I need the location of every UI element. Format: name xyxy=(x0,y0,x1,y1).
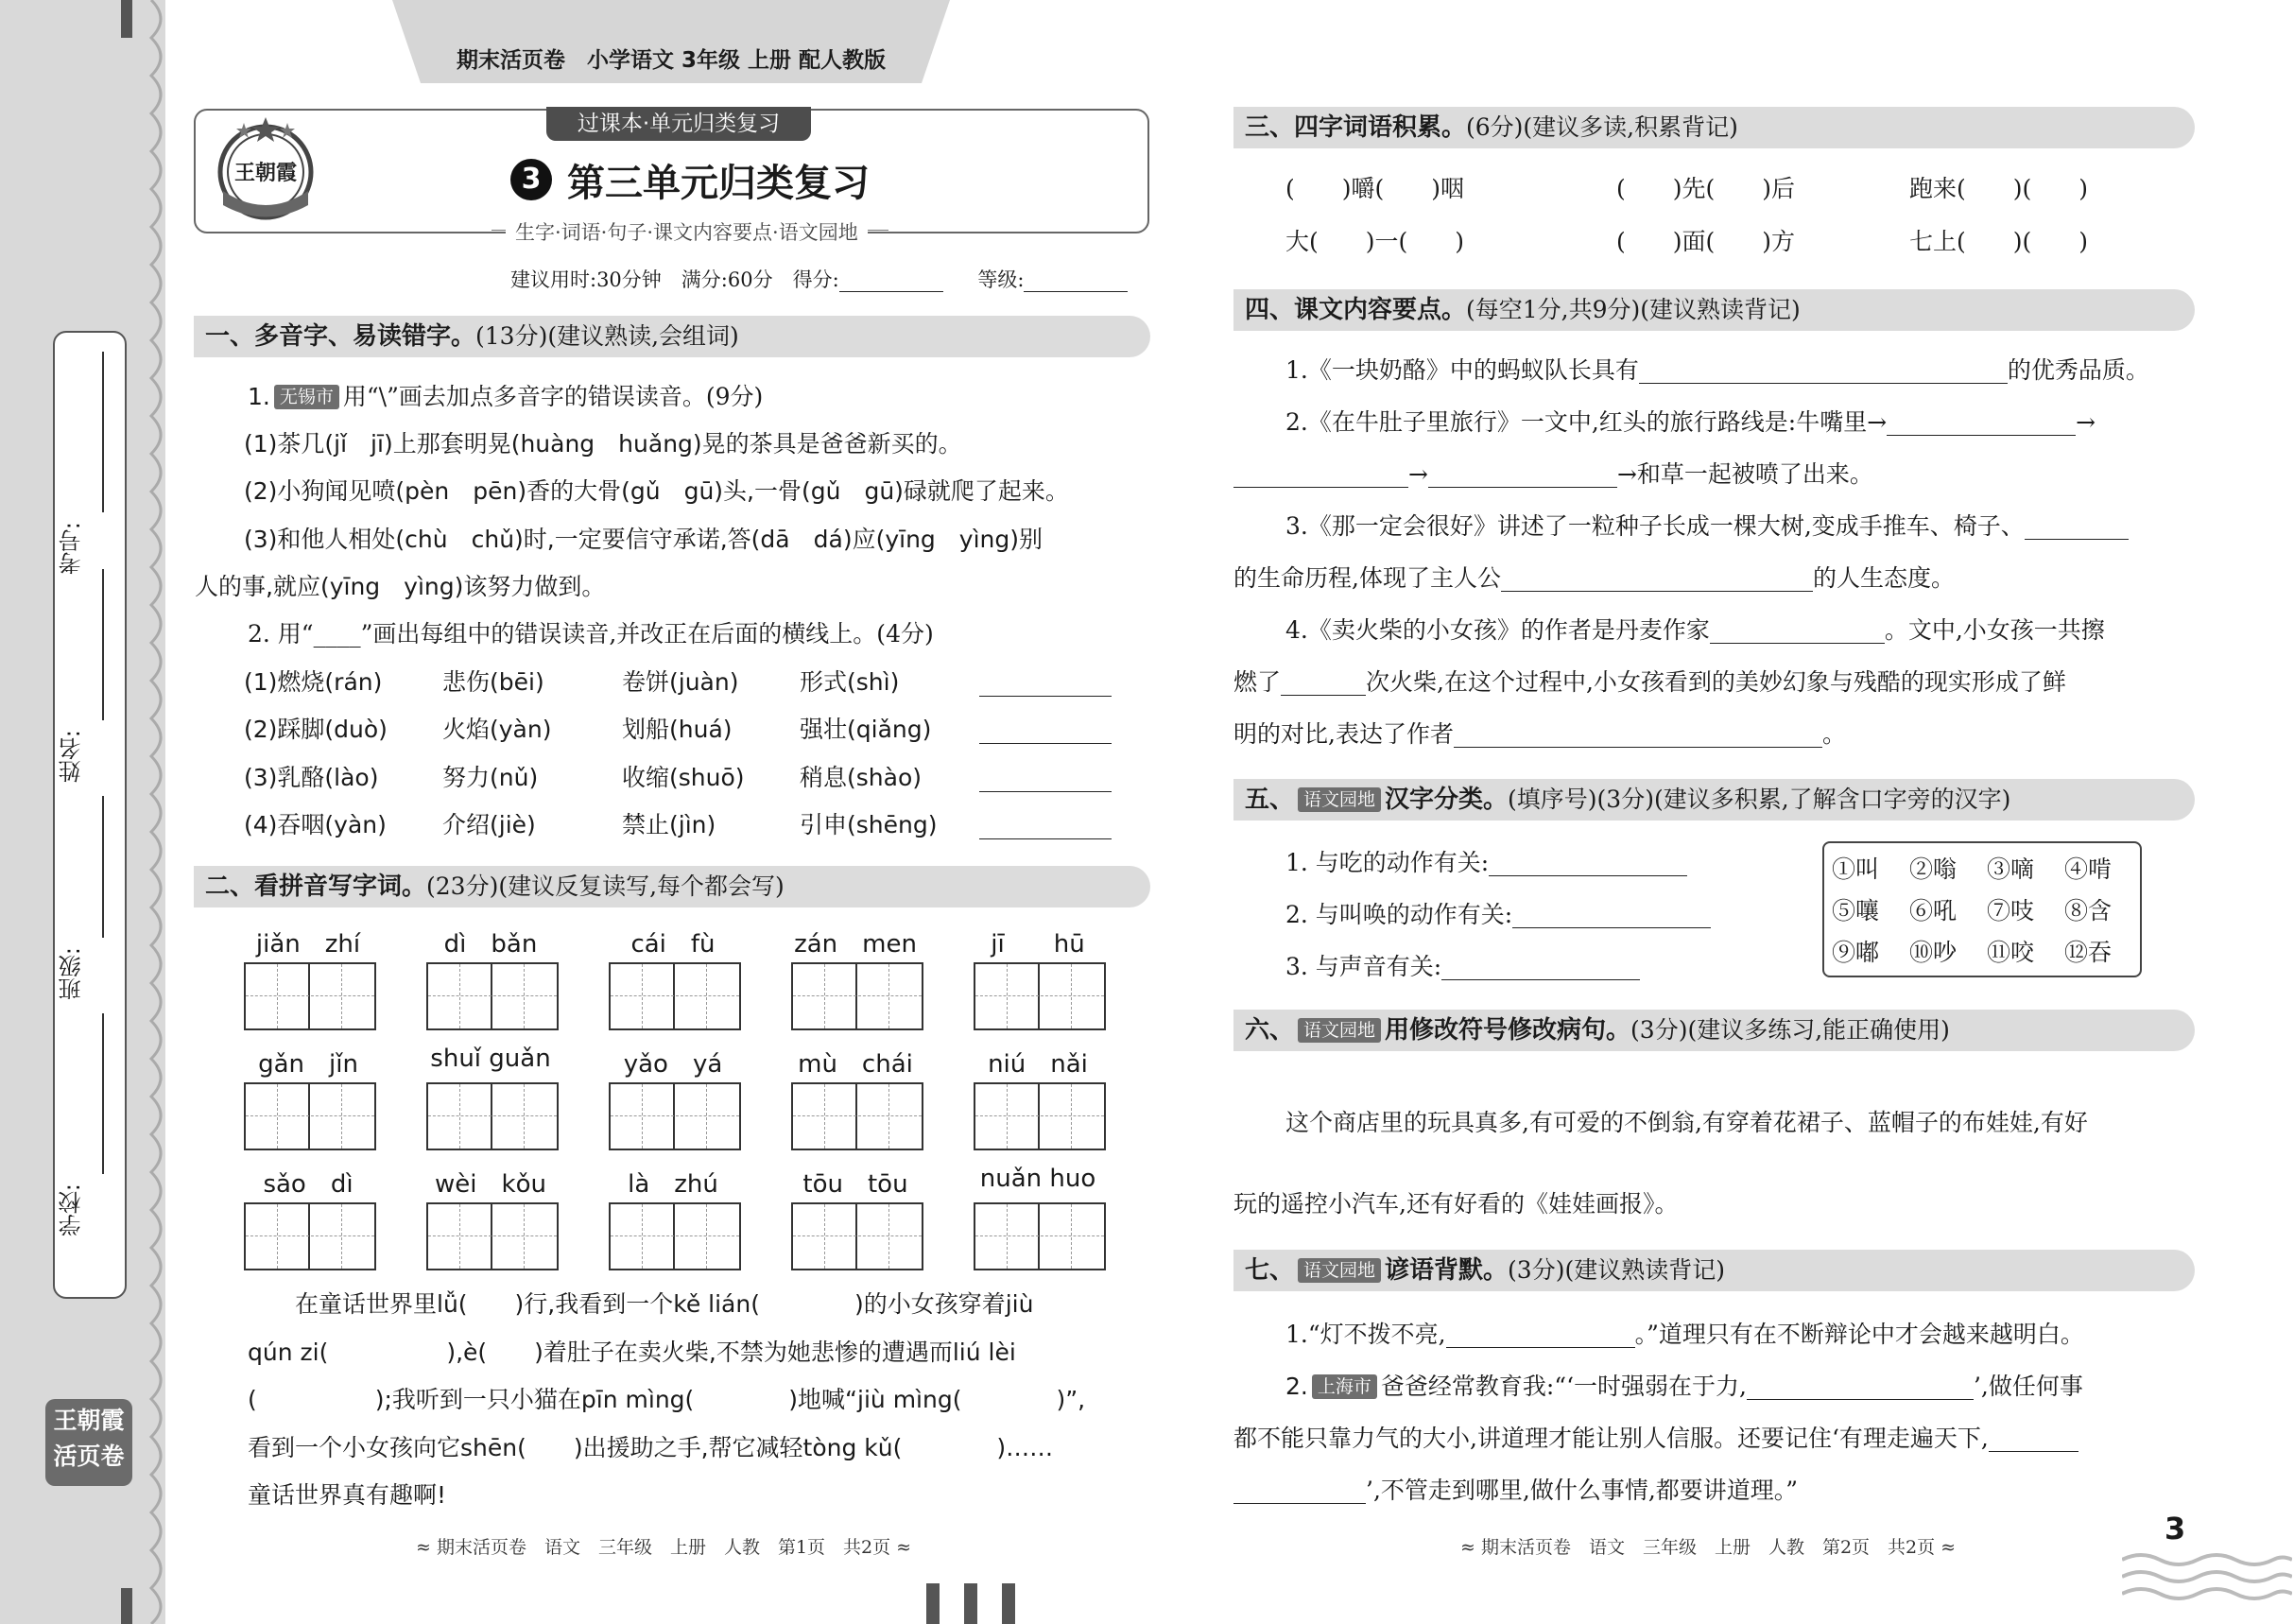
sec4-q3 xyxy=(1285,508,2129,542)
story-line: 看到一个小女孩向它shēn( )出援助之手,帮它减轻tòng kǔ( )…… xyxy=(248,1434,1054,1461)
sec1-q2-title: 2. 用“____”画出每组中的错误读音,并改正在后面的横线上。(4分) xyxy=(248,620,934,648)
section-7-header xyxy=(1233,1250,2195,1291)
logo-text: 王朝霞 xyxy=(53,1407,125,1434)
pinyin-prompt: mù chái xyxy=(798,1050,913,1079)
grid-guide xyxy=(824,1204,825,1269)
grid-guide xyxy=(793,1235,922,1236)
story-line: 在童话世界里lǚ( )行,我看到一个kě lián( )的小女孩穿着jiù xyxy=(248,1290,1034,1318)
grid-guide xyxy=(1071,964,1072,1028)
grid-guide xyxy=(524,964,525,1028)
q-number: 2. xyxy=(1285,1373,1308,1400)
grid-guide xyxy=(524,1084,525,1149)
q-text: 2. 与叫唤的动作有关: xyxy=(1285,901,1513,928)
sec7-q2-cont xyxy=(1233,1420,2078,1454)
char-option: ④啃 xyxy=(2064,855,2113,883)
wave-border-decoration xyxy=(142,0,180,1624)
char-option: ⑦吱 xyxy=(1987,897,2035,924)
grid-guide xyxy=(888,964,889,1028)
grid-guide xyxy=(1071,1084,1072,1149)
q-number: 1. xyxy=(248,383,270,410)
region-badge: 无锡市 xyxy=(274,385,339,409)
section-note: (填序号)(3分)(建议多积累,了解含口字旁的汉字) xyxy=(1508,786,2011,813)
book-title: 期末活页卷 小学语文 3年级 上册 配人教版 xyxy=(456,48,887,73)
section-title: 四、课文内容要点。 xyxy=(1245,296,1467,324)
grid-guide xyxy=(642,964,643,1028)
grid-guide xyxy=(277,1204,278,1269)
pinyin-prompt: zán men xyxy=(794,930,917,959)
q-text: 的生命历程,体现了主人公 xyxy=(1233,564,1501,592)
q-text: 3. 与声音有关: xyxy=(1285,953,1442,980)
pinyin-prompt: dì bǎn xyxy=(443,930,538,959)
writing-grid[interactable] xyxy=(244,1202,376,1270)
unit-number-icon: 3 xyxy=(510,159,552,200)
writing-grid[interactable] xyxy=(426,962,559,1030)
idiom-blank[interactable]: 跑来( )( ) xyxy=(1909,175,2089,202)
pinyin-prompt: sǎo dì xyxy=(263,1170,354,1199)
grid-cell[interactable] xyxy=(793,1204,857,1269)
answer-blank[interactable] xyxy=(1281,670,1366,696)
pinyin-prompt: gǎn jǐn xyxy=(258,1050,358,1079)
page-number: 3 xyxy=(2165,1511,2186,1546)
q-text: 2.《在牛肚子里旅行》一文中,红头的旅行路线是:牛嘴里→ xyxy=(1285,408,1888,436)
fold-mark xyxy=(926,1583,940,1624)
q2-word: (3)乳酪(lào) xyxy=(244,764,379,791)
grid-cell[interactable] xyxy=(246,1204,310,1269)
unit-title: 第三单元归类复习 xyxy=(567,162,870,205)
pinyin-prompt: cái fù xyxy=(630,930,716,959)
idiom-blank[interactable]: 七上( )( ) xyxy=(1909,228,2089,255)
section-title: 三、四字词语积累。 xyxy=(1245,113,1467,142)
grid-guide xyxy=(706,1204,707,1269)
section-5-header xyxy=(1233,779,2195,821)
wave-corner-decoration xyxy=(2122,1550,2292,1607)
q2-word: 卷饼(juàn) xyxy=(622,668,739,696)
grid-guide xyxy=(642,1084,643,1149)
answer-blank[interactable] xyxy=(1710,618,1885,644)
char-option: ⑤嚷 xyxy=(1832,897,1880,924)
grid-guide xyxy=(888,1204,889,1269)
pinyin-prompt: yǎo yá xyxy=(623,1050,723,1079)
sec5-item xyxy=(1285,896,1711,930)
pinyin-prompt: jī hū xyxy=(991,930,1085,959)
q-text: → xyxy=(1408,460,1428,488)
answer-blank[interactable] xyxy=(1233,1478,1366,1504)
sec1-q1-title xyxy=(248,378,763,412)
answer-blank[interactable] xyxy=(1233,462,1408,488)
q2-word: 火焰(yàn) xyxy=(442,716,552,743)
sec5-item xyxy=(1285,948,1640,982)
q-text: 。”道理只有在不断辩论中才会越来越明白。 xyxy=(1634,1321,2084,1348)
answer-blank[interactable] xyxy=(1639,358,2008,384)
section-title: 谚语背默。 xyxy=(1385,1256,1509,1285)
char-option: ⑩吵 xyxy=(1909,939,1958,966)
grid-guide xyxy=(611,995,739,996)
idiom-blank[interactable]: ( )面( )方 xyxy=(1616,228,1796,255)
region-badge: 上海市 xyxy=(1312,1374,1377,1399)
grid-guide xyxy=(459,1084,460,1149)
grid-guide xyxy=(524,1204,525,1269)
grid-guide xyxy=(975,1235,1104,1236)
q2-word: 形式(shì) xyxy=(800,668,900,696)
char-option: ①叫 xyxy=(1832,855,1880,883)
q-text: 1.“灯不拨不亮, xyxy=(1285,1321,1446,1348)
section-note: (3分)(建议熟读背记) xyxy=(1508,1256,1725,1284)
section-title: 汉字分类。 xyxy=(1385,786,1509,814)
grid-guide xyxy=(459,1204,460,1269)
q-text: 4.《卖火柴的小女孩》的作者是丹麦作家 xyxy=(1285,616,1710,644)
writing-grid[interactable] xyxy=(974,962,1106,1030)
exam-meta xyxy=(510,265,1128,293)
grid-guide xyxy=(824,964,825,1028)
sec7-q2-cont xyxy=(1233,1472,1798,1506)
char-option: ③嘀 xyxy=(1987,855,2035,883)
q-text: 的人生态度。 xyxy=(1812,564,1955,592)
footer-right: ≈ 期末活页卷 语文 三年级 上册 人教 第2页 共2页 ≈ xyxy=(1460,1537,1957,1558)
logo-text: 活页卷 xyxy=(53,1443,125,1470)
sec4-q2 xyxy=(1285,404,2096,438)
section-2-header xyxy=(194,866,1150,907)
grid-guide xyxy=(642,1204,643,1269)
grid-guide xyxy=(341,964,342,1028)
section-3-header xyxy=(1233,107,2195,148)
writing-grid[interactable] xyxy=(974,1082,1106,1150)
grid-cell[interactable] xyxy=(793,964,857,1028)
q-text: ’,做任何事 xyxy=(1973,1373,2083,1400)
char-option: ⑨嘟 xyxy=(1832,939,1880,966)
grid-guide xyxy=(706,964,707,1028)
q-text: → xyxy=(2076,408,2096,436)
section-number: 六、 xyxy=(1245,1016,1295,1045)
answer-blank[interactable] xyxy=(1446,1322,1635,1348)
writing-grid[interactable] xyxy=(791,962,923,1030)
sec4-q1 xyxy=(1285,352,2149,386)
q2-word: 稍息(shào) xyxy=(800,764,922,791)
sec4-q2-cont xyxy=(1233,456,1873,490)
grid-guide xyxy=(975,1115,1104,1116)
grid-guide xyxy=(428,1235,557,1236)
section-number: 七、 xyxy=(1245,1256,1295,1285)
story-line: qún zi( ),è( )着肚子在卖火柴,不禁为她悲惨的遭遇而liú lèi xyxy=(248,1339,1016,1366)
section-note: (3分)(建议多练习,能正确使用) xyxy=(1630,1016,1950,1044)
section-note: (6分)(建议多读,积累背记) xyxy=(1466,113,1738,141)
grid-guide xyxy=(277,1084,278,1149)
sentence-to-correct: 这个商店里的玩具真多,有可爱的不倒翁,有穿着花裙子、蓝帽子的布娃娃,有好 xyxy=(1285,1109,2088,1136)
q2-word: 努力(nǔ) xyxy=(442,764,539,791)
grid-guide xyxy=(246,1115,374,1116)
char-option: ⑫吞 xyxy=(2064,939,2113,966)
grid-cell[interactable] xyxy=(975,1084,1040,1149)
section-title: 一、多音字、易读错字。 xyxy=(205,322,476,351)
grid-guide xyxy=(341,1204,342,1269)
pinyin-prompt: tōu tōu xyxy=(802,1170,908,1199)
grid-guide xyxy=(706,1084,707,1149)
brand-seal-icon xyxy=(210,115,321,221)
brand-logo xyxy=(45,1399,132,1486)
answer-blank[interactable] xyxy=(1747,1374,1974,1400)
grid-guide xyxy=(246,995,374,996)
q-text: 次火柴,在这个过程中,小女孩看到的美妙幻象与残酷的现实形成了鲜 xyxy=(1366,668,2066,696)
answer-blank[interactable] xyxy=(979,718,1112,744)
grade-field[interactable] xyxy=(1024,267,1128,292)
q2-word: 强壮(qiǎng) xyxy=(800,716,932,743)
grid-guide xyxy=(1071,1204,1072,1269)
answer-blank[interactable] xyxy=(1441,955,1640,980)
story-line: 童话世界真有趣啊! xyxy=(248,1481,447,1509)
unit-subtitle: 生字·词语·句子·课文内容要点·语文园地 xyxy=(506,217,868,246)
q-text: 燃了 xyxy=(1233,668,1282,696)
sec4-q4 xyxy=(1285,612,2105,646)
answer-blank[interactable] xyxy=(979,671,1112,697)
sentence-to-correct: 玩的遥控小汽车,还有好看的《娃娃画报》。 xyxy=(1233,1190,1679,1218)
section-title: 二、看拼音写字词。 xyxy=(205,872,427,901)
sec1-q1-line: (3)和他人相处(chù chǔ)时,一定要信守承诺,答(dā dá)应(yīng yìng)别 xyxy=(244,526,1043,553)
grid-cell[interactable] xyxy=(246,1084,310,1149)
title-tab: 过课本·单元归类复习 xyxy=(546,107,811,141)
section-note: (13分)(建议熟读,会组词) xyxy=(475,322,739,350)
q-text: 。文中,小女孩一共擦 xyxy=(1884,616,2105,644)
section-1-header xyxy=(194,316,1150,357)
exam-number-label: 考号: xyxy=(59,522,85,576)
pinyin-prompt: wèi kǒu xyxy=(435,1170,546,1199)
answer-blank[interactable] xyxy=(2025,514,2129,540)
grid-guide xyxy=(793,1115,922,1116)
q2-word: 收缩(shuō) xyxy=(622,764,745,791)
answer-blank[interactable] xyxy=(1428,462,1617,488)
q-text: →和草一起被喷了出来。 xyxy=(1616,460,1873,488)
grid-guide xyxy=(428,995,557,996)
writing-grid[interactable] xyxy=(426,1082,559,1150)
q-text: 3.《那一定会很好》讲述了一粒种子长成一棵大树,变成手推车、椅子、 xyxy=(1285,512,2025,540)
grid-guide xyxy=(428,1115,557,1116)
q-text: 1. 与吃的动作有关: xyxy=(1285,849,1490,876)
grid-guide xyxy=(1007,1084,1008,1149)
q2-word: 划船(huá) xyxy=(622,716,733,743)
grid-guide xyxy=(277,964,278,1028)
sec4-q4-cont xyxy=(1233,664,2066,698)
footer-left: ≈ 期末活页卷 语文 三年级 上册 人教 第1页 共2页 ≈ xyxy=(416,1537,912,1558)
school-field[interactable] xyxy=(102,1013,104,1174)
section-number: 五、 xyxy=(1245,786,1295,814)
answer-blank[interactable] xyxy=(1454,722,1822,748)
topic-badge: 语文园地 xyxy=(1298,787,1381,812)
grid-cell[interactable] xyxy=(793,1084,857,1149)
grid-guide xyxy=(611,1235,739,1236)
grid-guide xyxy=(1007,964,1008,1028)
sec4-q4-cont xyxy=(1233,716,1846,750)
section-note: (每空1分,共9分)(建议熟读背记) xyxy=(1466,296,1801,323)
grid-guide xyxy=(824,1084,825,1149)
writing-grid[interactable] xyxy=(244,962,376,1030)
name-field[interactable] xyxy=(102,569,104,720)
grid-guide xyxy=(341,1084,342,1149)
pinyin-prompt: là zhú xyxy=(628,1170,718,1199)
char-option: ⑧含 xyxy=(2064,897,2113,924)
sec1-q1-line: (2)小狗闻见喷(pèn pēn)香的大骨(gǔ gū)头,一骨(gǔ gū)碌就爬了起来。 xyxy=(244,477,1069,505)
sec7-q1 xyxy=(1285,1316,2084,1350)
q-text: 的优秀品质。 xyxy=(2007,356,2149,384)
grid-guide xyxy=(888,1084,889,1149)
char-option: ⑪咬 xyxy=(1987,939,2035,966)
q-text: 都不能只靠力气的大小,讲道理才能让别人信服。还要记住‘有理走遍天下, xyxy=(1233,1425,1989,1452)
grid-guide xyxy=(459,964,460,1028)
answer-blank[interactable] xyxy=(979,767,1112,792)
binding-mark xyxy=(121,1588,132,1624)
grid-guide xyxy=(611,1115,739,1116)
char-option: ②嗡 xyxy=(1909,855,1958,883)
idiom-blank[interactable]: 大( )一( ) xyxy=(1285,228,1465,255)
writing-grid[interactable] xyxy=(791,1202,923,1270)
writing-grid[interactable] xyxy=(974,1202,1106,1270)
q2-word: 引申(shēng) xyxy=(800,811,938,838)
writing-grid[interactable] xyxy=(791,1082,923,1150)
binding-mark xyxy=(121,0,132,38)
fold-mark xyxy=(964,1583,977,1624)
sec7-q2 xyxy=(1285,1368,2083,1402)
grid-cell[interactable] xyxy=(975,1204,1040,1269)
writing-grid[interactable] xyxy=(609,962,741,1030)
section-4-header xyxy=(1233,289,2195,331)
answer-blank[interactable] xyxy=(1489,851,1687,876)
sec1-q1-line: 人的事,就应(yīng yìng)该努力做到。 xyxy=(195,573,606,600)
writing-grid[interactable] xyxy=(609,1202,741,1270)
topic-badge: 语文园地 xyxy=(1298,1258,1381,1283)
section-6-header xyxy=(1233,1010,2195,1051)
q-text: 爸爸经常教育我:“‘一时强弱在于力, xyxy=(1380,1373,1747,1400)
q-text: ’,不管走到哪里,做什么事情,都要讲道理。” xyxy=(1366,1477,1799,1504)
q-text: 。 xyxy=(1821,720,1846,748)
exam-number-field[interactable] xyxy=(102,352,104,512)
grid-cell[interactable] xyxy=(611,1204,675,1269)
grid-cell[interactable] xyxy=(428,964,492,1028)
pinyin-prompt: shuǐ guǎn xyxy=(430,1045,551,1073)
idiom-blank[interactable]: ( )先( )后 xyxy=(1616,175,1796,202)
grid-cell[interactable] xyxy=(611,964,675,1028)
class-label: 班级: xyxy=(59,947,85,1001)
q2-word: (2)踩脚(duò) xyxy=(244,716,388,743)
pinyin-prompt: niú nǎi xyxy=(988,1050,1088,1079)
fold-mark xyxy=(1002,1583,1015,1624)
grid-cell[interactable] xyxy=(975,964,1040,1028)
answer-blank[interactable] xyxy=(1512,903,1711,928)
grid-guide xyxy=(975,995,1104,996)
q2-word: (4)吞咽(yàn) xyxy=(244,811,387,838)
q2-word: 悲伤(bēi) xyxy=(442,668,544,696)
writing-grid[interactable] xyxy=(244,1082,376,1150)
answer-blank[interactable] xyxy=(1887,410,2076,436)
sec1-q1-line: (1)茶几(jǐ jī)上那套明晃(huàng huǎng)晃的茶具是爸爸新买的。 xyxy=(244,430,962,458)
grid-cell[interactable] xyxy=(246,964,310,1028)
idiom-blank[interactable]: ( )嚼( )咽 xyxy=(1285,175,1465,202)
seal-text: 王朝霞 xyxy=(233,161,298,185)
answer-blank[interactable] xyxy=(1989,1426,2078,1452)
grid-guide xyxy=(1007,1204,1008,1269)
q-text: 1.《一块奶酪》中的蚂蚁队长具有 xyxy=(1285,356,1639,384)
q2-word: 禁止(jìn) xyxy=(622,811,716,838)
writing-grid[interactable] xyxy=(426,1202,559,1270)
section-title: 用修改符号修改病句。 xyxy=(1385,1016,1631,1045)
pinyin-prompt: jiǎn zhí xyxy=(255,930,361,959)
student-info-box xyxy=(53,331,127,1299)
writing-grid[interactable] xyxy=(609,1082,741,1150)
sec4-q3-cont xyxy=(1233,560,1955,594)
grid-guide xyxy=(246,1235,374,1236)
q-text: 明的对比,表达了作者 xyxy=(1233,720,1454,748)
topic-badge: 语文园地 xyxy=(1298,1018,1381,1043)
character-options-box xyxy=(1822,841,2142,977)
grid-cell[interactable] xyxy=(611,1084,675,1149)
story-line: ( );我听到一只小猫在pīn mìng( )地喊“jiù mìng( )”, xyxy=(248,1386,1086,1413)
q2-word: 介绍(jiè) xyxy=(442,811,536,838)
grid-guide xyxy=(793,995,922,996)
grid-cell[interactable] xyxy=(428,1084,492,1149)
score-field[interactable] xyxy=(839,267,943,292)
class-field[interactable] xyxy=(102,796,104,938)
answer-blank[interactable] xyxy=(979,814,1112,839)
char-option: ⑥吼 xyxy=(1909,897,1958,924)
pinyin-prompt: nuǎn huo xyxy=(979,1165,1096,1193)
time-score-info: 建议用时:30分钟 满分:60分 得分: xyxy=(510,268,839,291)
school-label: 学校: xyxy=(59,1183,85,1237)
name-label: 姓名: xyxy=(59,730,85,784)
grid-cell[interactable] xyxy=(428,1204,492,1269)
grade-label: 等级: xyxy=(977,268,1025,291)
q2-word: (1)燃烧(rán) xyxy=(244,668,383,696)
answer-blank[interactable] xyxy=(1501,566,1813,592)
section-note: (23分)(建议反复读写,每个都会写) xyxy=(426,872,785,900)
sec5-item xyxy=(1285,844,1687,878)
q-text: 用“\”画去加点多音字的错误读音。(9分) xyxy=(342,383,764,410)
